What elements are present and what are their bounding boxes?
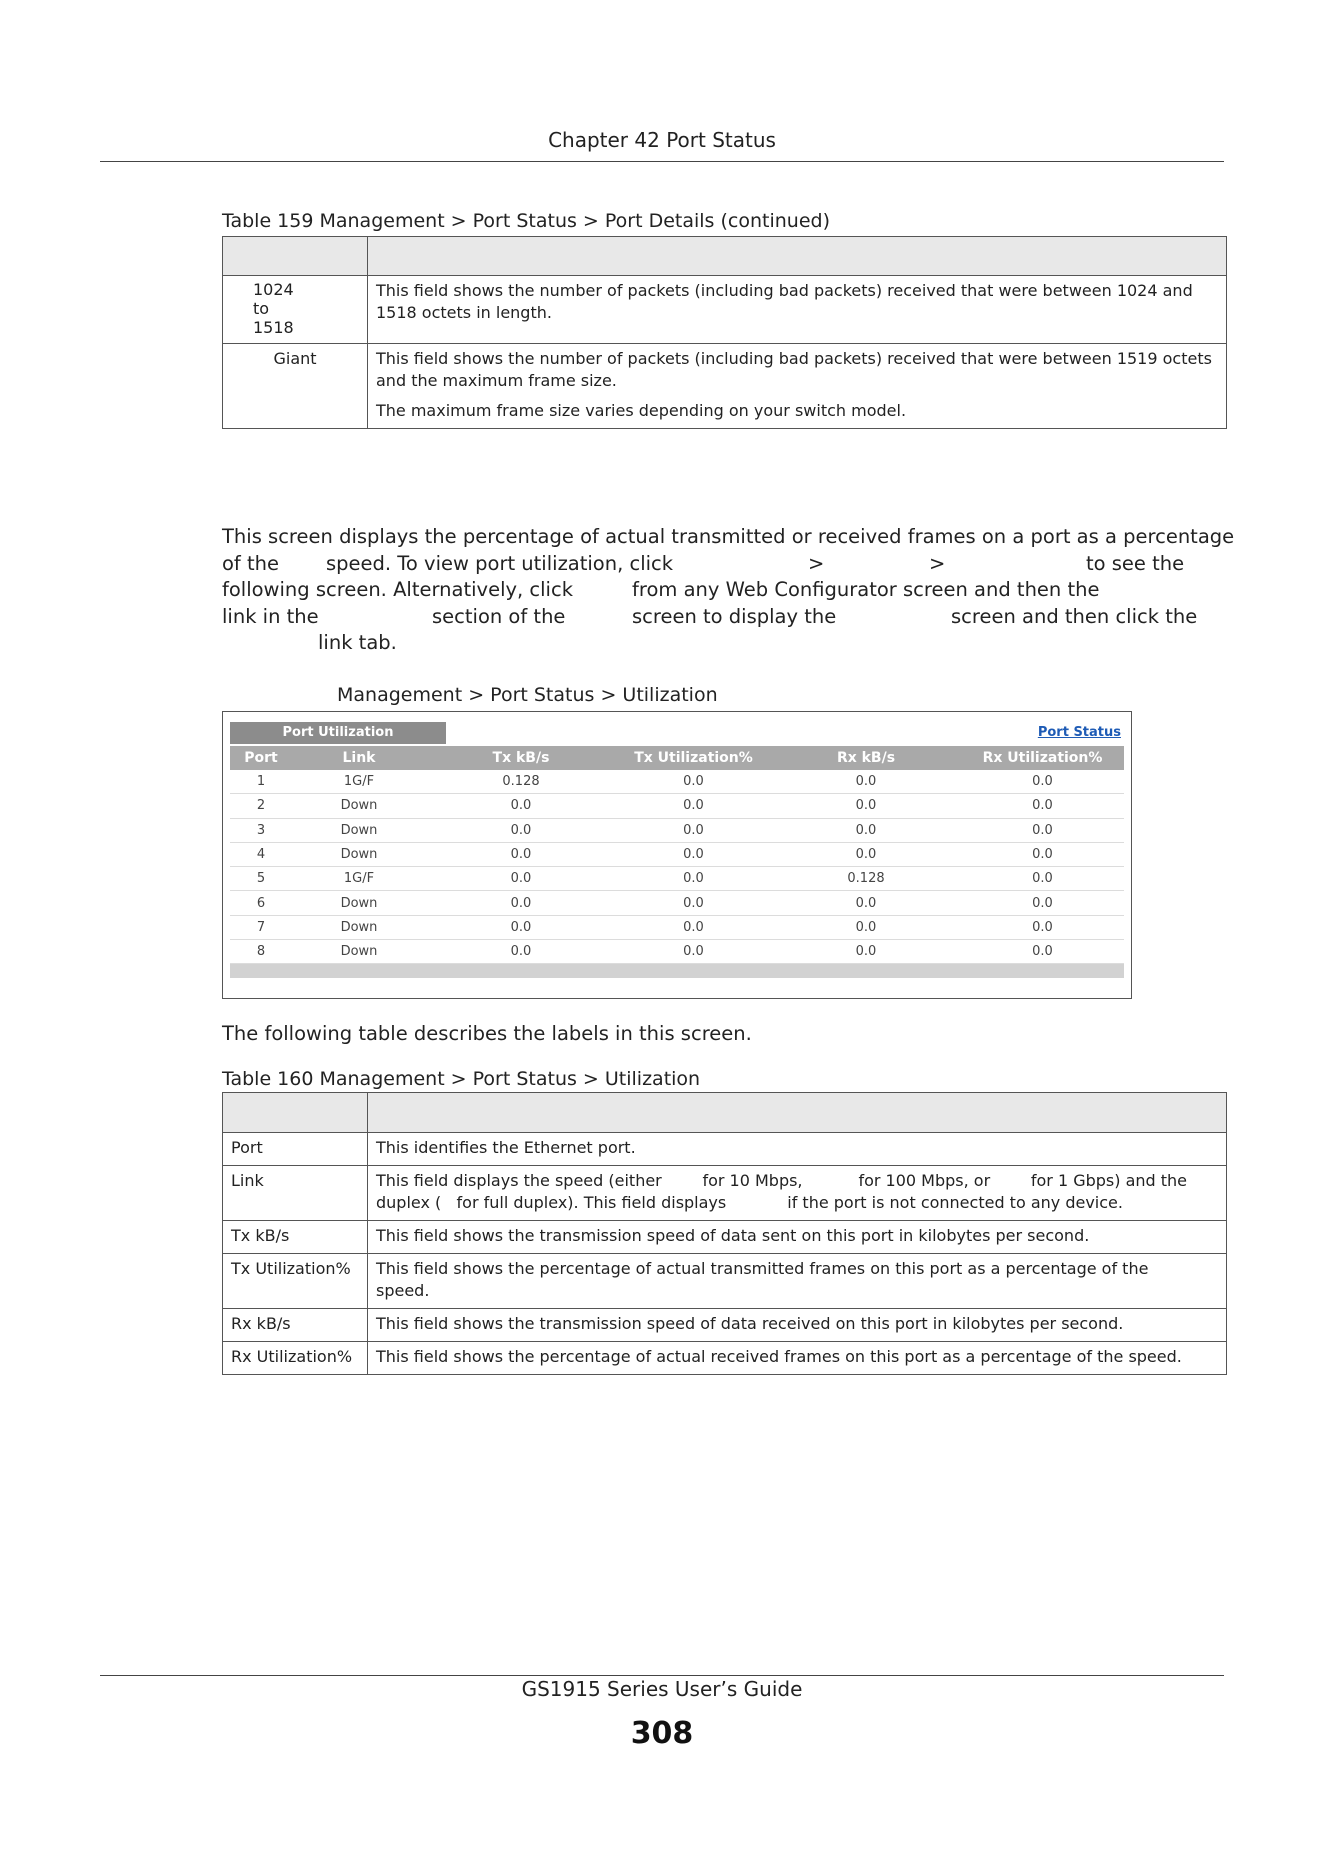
- utilization-row: [230, 940, 1124, 964]
- row-description: This field shows the percentage of actual received frames on this port as a percentage of the speed.: [368, 1342, 1227, 1375]
- utilization-cell: 0.0: [771, 915, 961, 939]
- utilization-cell: 0.0: [426, 940, 616, 964]
- table-row: [223, 1133, 1227, 1166]
- utilization-cell: 0.0: [961, 867, 1124, 891]
- utilization-cell: 1: [230, 770, 292, 794]
- utilization-cell: 0.0: [771, 770, 961, 794]
- utilization-cell: 0.0: [961, 794, 1124, 818]
- footer-rule: [100, 1675, 1224, 1676]
- utilization-cell: 0.0: [616, 867, 771, 891]
- row-label: 1024 to 1518: [223, 276, 368, 344]
- utilization-row: [230, 842, 1124, 866]
- guide-title: GS1915 Series User’s Guide: [521, 1677, 803, 1701]
- utilization-cell: 0.0: [426, 915, 616, 939]
- utilization-cell: Down: [292, 842, 426, 866]
- utilization-cell: 0.0: [426, 867, 616, 891]
- table-footer-bar: [230, 964, 1124, 978]
- utilization-cell: 0.0: [961, 891, 1124, 915]
- utilization-cell: Down: [292, 794, 426, 818]
- column-header: Port: [230, 746, 292, 770]
- table-row: [223, 1221, 1227, 1254]
- utilization-cell: 7: [230, 915, 292, 939]
- row-description: This field shows the number of packets (including bad packets) received that were between 1024 and 1518 octets in length.: [368, 276, 1227, 344]
- column-header: Rx Utilization%: [961, 746, 1124, 770]
- table160-caption: Table 160 Management > Port Status > Utilization: [222, 1068, 701, 1090]
- utilization-row: [230, 794, 1124, 818]
- utilization-cell: Down: [292, 940, 426, 964]
- utilization-row: [230, 915, 1124, 939]
- utilization-cell: 0.0: [616, 891, 771, 915]
- table-row: [223, 1309, 1227, 1342]
- port-utilization-screenshot: [222, 711, 1132, 999]
- utilization-cell: 0.0: [616, 915, 771, 939]
- row-description: This field shows the transmission speed of data sent on this port in kilobytes per second.: [368, 1221, 1227, 1254]
- utilization-header-row: [230, 746, 1124, 770]
- utilization-cell: 1G/F: [292, 867, 426, 891]
- row-label: Link: [223, 1166, 368, 1221]
- row-description: This field shows the number of packets (including bad packets) received that were between 1519 octets and the maximum frame size. The maximum frame size varies depending on your switch model.: [368, 344, 1227, 429]
- utilization-cell: Down: [292, 915, 426, 939]
- column-header: Tx kB/s: [426, 746, 616, 770]
- utilization-cell: 0.0: [771, 818, 961, 842]
- row-label: Rx kB/s: [223, 1309, 368, 1342]
- row-description: This field displays the speed (either for 10 Mbps, for 100 Mbps, or for 1 Gbps) and the duplex ( for full duplex). This field displays if the port is not connected to any device.: [368, 1166, 1227, 1221]
- utilization-cell: 8: [230, 940, 292, 964]
- utilization-cell: 6: [230, 891, 292, 915]
- table-header-row: [223, 237, 1227, 276]
- table-header-row: [223, 1093, 1227, 1133]
- port-utilization-tab[interactable]: Port Utilization: [230, 722, 446, 744]
- table159-caption: Table 159 Management > Port Status > Port Details (continued): [222, 210, 830, 232]
- intro-paragraph: This screen displays the percentage of actual transmitted or received frames on a port as a percentage of the speed. To view port utilization, click > > to see the following screen. Alternatively, click from any Web Configurator screen and then the link in the section of the screen to display the screen and then click the link tab.: [222, 525, 1235, 654]
- utilization-cell: 0.0: [961, 915, 1124, 939]
- table-row: [223, 1166, 1227, 1221]
- utilization-cell: 0.0: [771, 891, 961, 915]
- page-number: 308: [630, 1716, 694, 1751]
- utilization-cell: 0.0: [426, 794, 616, 818]
- utilization-row: [230, 770, 1124, 794]
- utilization-cell: 0.0: [771, 842, 961, 866]
- utilization-cell: 0.0: [616, 794, 771, 818]
- utilization-cell: Down: [292, 818, 426, 842]
- utilization-row: [230, 818, 1124, 842]
- row-description: This field shows the percentage of actual transmitted frames on this port as a percentage of the speed.: [368, 1254, 1227, 1309]
- row-description: This identifies the Ethernet port.: [368, 1133, 1227, 1166]
- row-label: Rx Utilization%: [223, 1342, 368, 1375]
- utilization-cell: 0.128: [426, 770, 616, 794]
- utilization-table: [230, 746, 1124, 964]
- utilization-cell: 0.0: [426, 842, 616, 866]
- utilization-cell: 0.0: [771, 794, 961, 818]
- table160: [222, 1092, 1227, 1375]
- row-label: Port: [223, 1133, 368, 1166]
- figure-caption: Management > Port Status > Utilization: [337, 684, 718, 706]
- utilization-cell: 0.0: [616, 818, 771, 842]
- utilization-row: [230, 867, 1124, 891]
- utilization-cell: 0.0: [616, 842, 771, 866]
- utilization-cell: 4: [230, 842, 292, 866]
- utilization-cell: 5: [230, 867, 292, 891]
- column-header: Tx Utilization%: [616, 746, 771, 770]
- row-label: Giant: [223, 344, 368, 429]
- utilization-cell: 0.0: [426, 891, 616, 915]
- table-row: [223, 276, 1227, 344]
- table159: [222, 236, 1227, 429]
- utilization-cell: 0.0: [426, 818, 616, 842]
- header-rule: [100, 161, 1224, 162]
- utilization-cell: 0.0: [961, 818, 1124, 842]
- table-row: [223, 344, 1227, 429]
- table-row: [223, 1254, 1227, 1309]
- utilization-row: [230, 891, 1124, 915]
- utilization-cell: Down: [292, 891, 426, 915]
- row-label: Tx kB/s: [223, 1221, 368, 1254]
- column-header: Rx kB/s: [771, 746, 961, 770]
- utilization-cell: 3: [230, 818, 292, 842]
- chapter-title: Chapter 42 Port Status: [548, 128, 776, 152]
- row-description: This field shows the transmission speed of data received on this port in kilobytes per second.: [368, 1309, 1227, 1342]
- row-label: Tx Utilization%: [223, 1254, 368, 1309]
- utilization-cell: 1G/F: [292, 770, 426, 794]
- utilization-cell: 0.0: [961, 842, 1124, 866]
- following-text: The following table describes the labels in this screen.: [222, 1022, 752, 1045]
- utilization-cell: 0.128: [771, 867, 961, 891]
- port-status-link[interactable]: Port Status: [1037, 725, 1121, 740]
- utilization-cell: 0.0: [961, 770, 1124, 794]
- utilization-cell: 0.0: [771, 940, 961, 964]
- column-header: Link: [292, 746, 426, 770]
- utilization-cell: 0.0: [616, 940, 771, 964]
- utilization-cell: 0.0: [961, 940, 1124, 964]
- table-row: [223, 1342, 1227, 1375]
- utilization-cell: 0.0: [616, 770, 771, 794]
- utilization-cell: 2: [230, 794, 292, 818]
